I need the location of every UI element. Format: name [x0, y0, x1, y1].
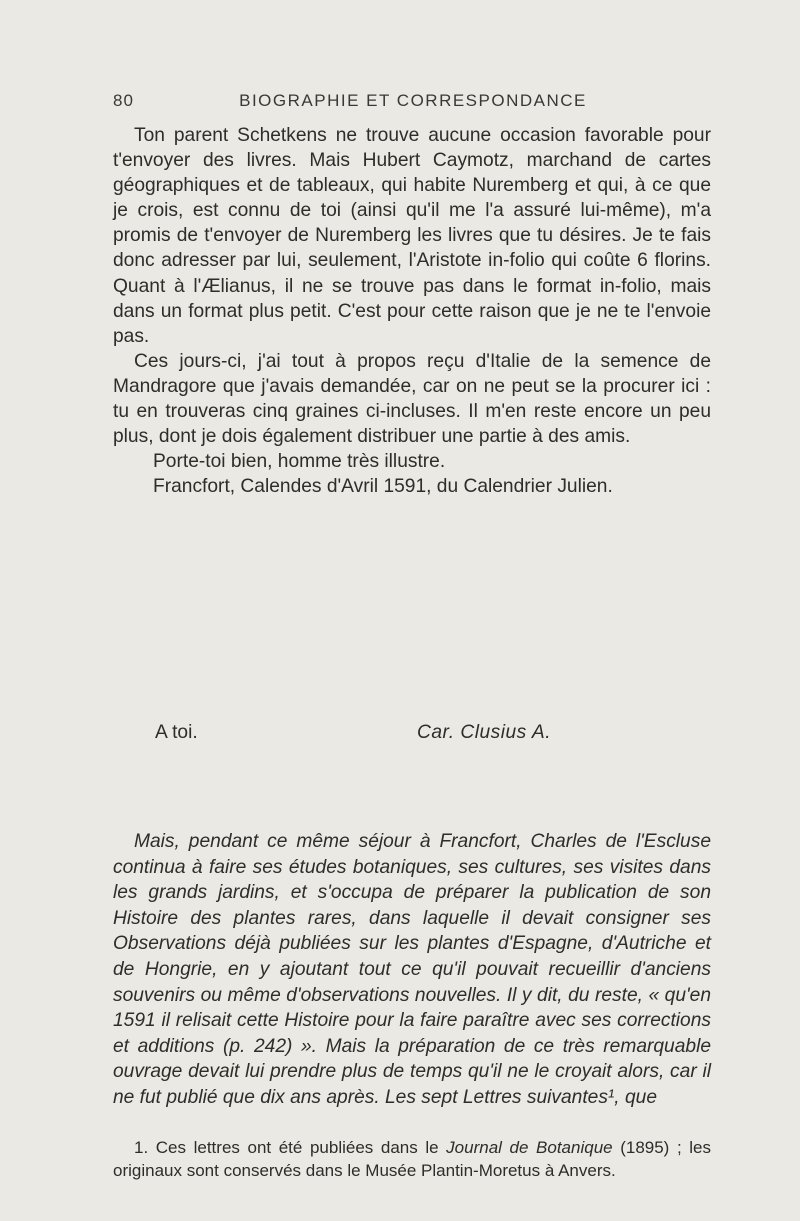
letter-closing: Porte-toi bien, homme très illustre.	[153, 451, 446, 473]
letter-author: Car. Clusius A.	[417, 722, 552, 743]
footnote	[113, 1136, 711, 1182]
footnote-journal: Journal de Botanique	[446, 1138, 613, 1157]
letter-paragraph: Ces jours-ci, j'ai tout à propos reçu d'Italie de la semence de Mandragore que j'avais demandée, car on ne peut se la procurer ici : tu en trouveras cinq graines ci-incluses. Il m'en reste encore un peu plus, dont je dois également distribuer une partie à des amis.	[113, 350, 711, 448]
letter-body	[113, 123, 711, 499]
footnote-suffix: (1895) ; les originaux sont conservés dans le Musée Plantin-Moretus à Anvers.	[113, 1138, 711, 1180]
footnote-text	[113, 1136, 711, 1182]
narrative-text	[113, 829, 711, 1111]
running-title: BIOGRAPHIE ET CORRESPONDANCE	[239, 91, 587, 110]
narrative-paragraph: Mais, pendant ce même séjour à Francfort, Charles de l'Escluse continua à faire ses études botaniques, ses cultures, ses visites dans les grands jardins, et s'occupa de préparer la publication de son Histoire des plantes rares, dans laquelle il devait consigner ses Observations déjà publiées sur les plantes d'Espagne, d'Autriche et de Hongrie, en y ajoutant tout ce qu'il pouvait recueillir d'anciens souvenirs ou même d'observations nouvelles. Il y dit, du reste, « qu'en 1591 il relisait cette Histoire pour la faire paraître avec ses corrections et additions (p. 242) ». Mais la préparation de ce très remarquable ouvrage devait lui prendre plus de temps qu'il ne le croyait alors, car il ne fut publié que dix ans après. Les sept Lettres suivantes¹, que	[113, 831, 711, 1108]
letter-dateline: Francfort, Calendes d'Avril 1591, du Calendrier Julien.	[153, 476, 613, 498]
letter-paragraph: Ton parent Schetkens ne trouve aucune occasion favorable pour t'envoyer des livres. Mais Hubert Caymotz, marchand de cartes géographiques et de tableaux, qui habite Nuremberg et qui, à ce que je crois, est connu de toi (ainsi qu'il me l'a assuré lui-même), m'a promis de t'envoyer de Nuremberg les livres que tu désires. Je te fais donc adresser par lui, seulement, l'Aristote in-folio qui coûte 6 florins. Quant à l'Ælianus, il ne se trouve pas dans le format in-folio, mais dans un format plus petit. C'est pour cette raison que je ne te l'envoie pas.	[113, 125, 711, 347]
running-head	[113, 91, 713, 115]
footnote-prefix: 1. Ces lettres ont été publiées dans le	[134, 1138, 447, 1157]
letter-addressee: A toi.	[155, 722, 198, 743]
page-number: 80	[113, 91, 134, 110]
